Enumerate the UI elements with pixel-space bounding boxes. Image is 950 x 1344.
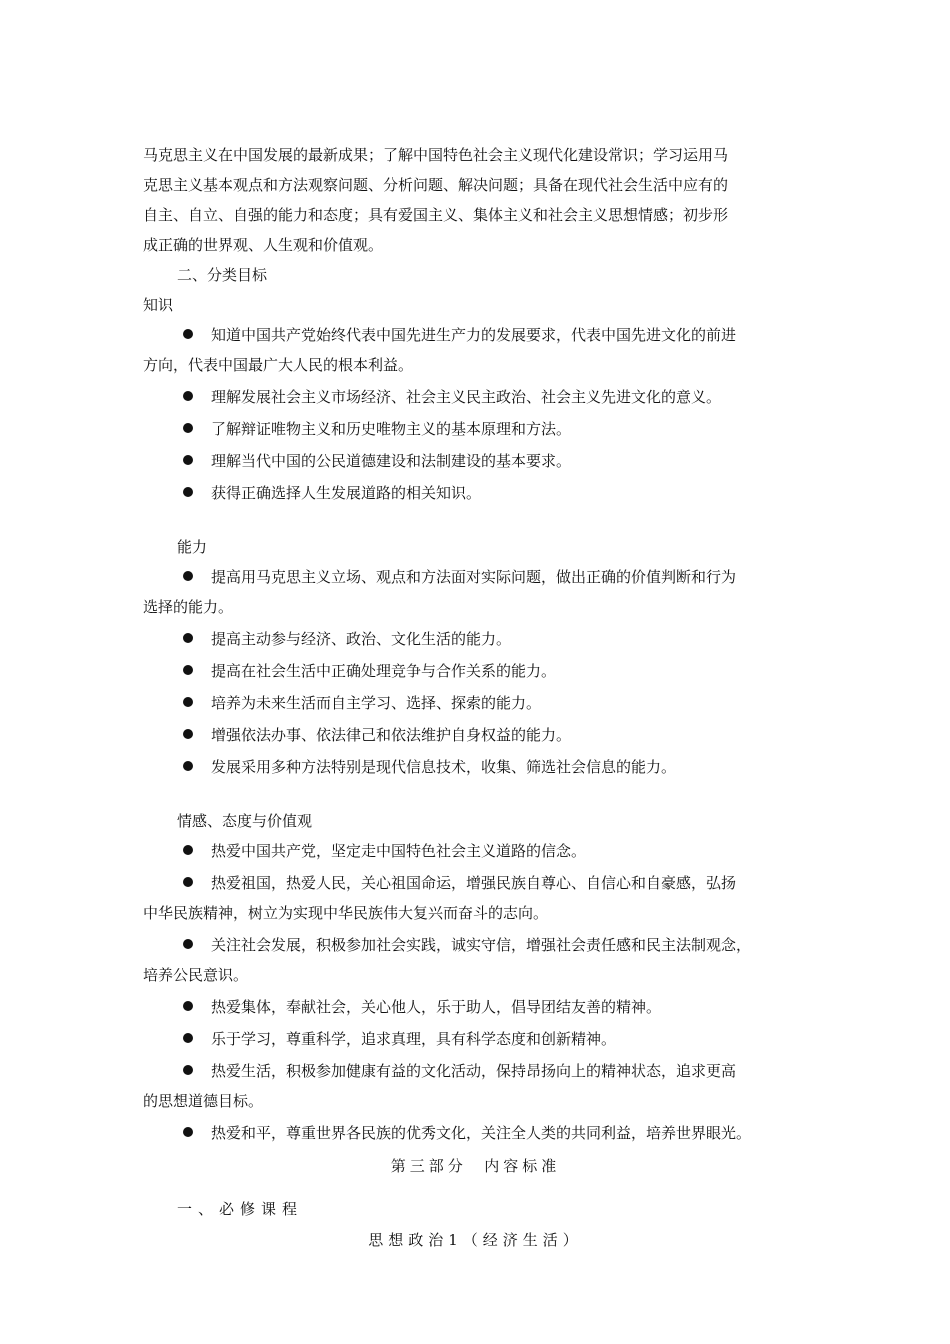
ability-heading: 能力 [177,538,208,556]
bullet-icon [183,571,193,581]
list-item-text: 热爱生活，积极参加健康有益的文化活动，保持昂扬向上的精神状态，追求更高 [211,1062,737,1080]
list-item-continuation: 培养公民意识。 [143,966,249,984]
list-item [143,752,808,782]
bullet-icon [183,729,193,739]
list-item-text: 关注社会发展，积极参加社会实践，诚实守信，增强社会责任感和民主法制观念， [211,936,752,954]
intro-line: 成正确的世界观、人生观和价值观。 [143,236,384,254]
list-item-text: 提高主动参与经济、政治、文化生活的能力。 [211,630,512,648]
list-item-text: 提高用马克思主义立场、观点和方法面对实际问题，做出正确的价值判断和行为 [211,568,737,586]
bullet-icon [183,1127,193,1137]
bullet-icon [183,877,193,887]
list-item [143,1056,808,1116]
list-item-text: 获得正确选择人生发展道路的相关知识。 [211,484,482,502]
list-item-continuation: 的思想道德目标。 [143,1092,264,1110]
list-item-text: 培养为未来生活而自主学习、选择、探索的能力。 [211,694,542,712]
list-item [143,868,808,928]
part3-title: 第三部分 内容标准 [390,1157,561,1175]
list-item [143,930,808,990]
list-item [143,656,808,686]
bullet-icon [183,487,193,497]
list-item [143,478,808,508]
attitude-list [143,836,808,1148]
list-item [143,836,808,866]
bullet-icon [183,633,193,643]
bullet-icon [183,455,193,465]
list-item-text: 热爱中国共产党，坚定走中国特色社会主义道路的信念。 [211,842,587,860]
required-course-heading: 一、必修课程 [177,1200,304,1218]
list-item-continuation: 选择的能力。 [143,598,234,616]
bullet-icon [183,1065,193,1075]
list-item [143,688,808,718]
list-item [143,1118,808,1148]
bullet-icon [183,1001,193,1011]
intro-line: 克思主义基本观点和方法观察问题、分析问题、解决问题；具备在现代社会生活中应有的 [143,176,729,194]
list-item [143,382,808,412]
list-item-text: 热爱集体，奉献社会，关心他人，乐于助人，倡导团结友善的精神。 [211,998,662,1016]
list-item-text: 知道中国共产党始终代表中国先进生产力的发展要求，代表中国先进文化的前进 [211,326,737,344]
bullet-icon [183,391,193,401]
bullet-icon [183,845,193,855]
knowledge-heading: 知识 [143,296,174,314]
list-item-text: 理解当代中国的公民道德建设和法制建设的基本要求。 [211,452,572,470]
list-item [143,624,808,654]
bullet-icon [183,665,193,675]
list-item-text: 理解发展社会主义市场经济、社会主义民主政治、社会主义先进文化的意义。 [211,388,722,406]
list-item-text: 热爱祖国，热爱人民，关心祖国命运，增强民族自尊心、自信心和自豪感，弘扬 [211,874,737,892]
intro-paragraph [143,140,808,260]
list-item-continuation: 中华民族精神，树立为实现中华民族伟大复兴而奋斗的志向。 [143,904,549,922]
list-item-text: 增强依法办事、依法律己和依法维护自身权益的能力。 [211,726,572,744]
list-item-continuation: 方向，代表中国最广大人民的根本利益。 [143,356,414,374]
list-item [143,720,808,750]
list-item-text: 发展采用多种方法特别是现代信息技术，收集、筛选社会信息的能力。 [211,758,677,776]
document-page [143,140,808,1256]
bullet-icon [183,697,193,707]
list-item [143,992,808,1022]
bullet-icon [183,939,193,949]
list-item [143,446,808,476]
bullet-icon [183,761,193,771]
knowledge-list [143,320,808,508]
intro-line: 自主、自立、自强的能力和态度；具有爱国主义、集体主义和社会主义思想情感；初步形 [143,206,729,224]
intro-line: 马克思主义在中国发展的最新成果；了解中国特色社会主义现代化建设常识；学习运用马 [143,146,729,164]
bullet-icon [183,1033,193,1043]
list-item-text: 提高在社会生活中正确处理竞争与合作关系的能力。 [211,662,557,680]
list-item [143,562,808,622]
attitude-heading: 情感、态度与价值观 [177,812,313,830]
bullet-icon [183,329,193,339]
list-item-text: 了解辩证唯物主义和历史唯物主义的基本原理和方法。 [211,420,572,438]
list-item-text: 乐于学习，尊重科学，追求真理，具有科学态度和创新精神。 [211,1030,617,1048]
course-title: 思想政治1（经济生活） [368,1231,583,1249]
list-item-text: 热爱和平，尊重世界各民族的优秀文化，关注全人类的共同利益，培养世界眼光。 [211,1124,752,1142]
list-item [143,414,808,444]
bullet-icon [183,423,193,433]
list-item [143,1024,808,1054]
ability-list [143,562,808,782]
section-title-categorized-goals: 二、分类目标 [177,266,268,284]
list-item [143,320,808,380]
